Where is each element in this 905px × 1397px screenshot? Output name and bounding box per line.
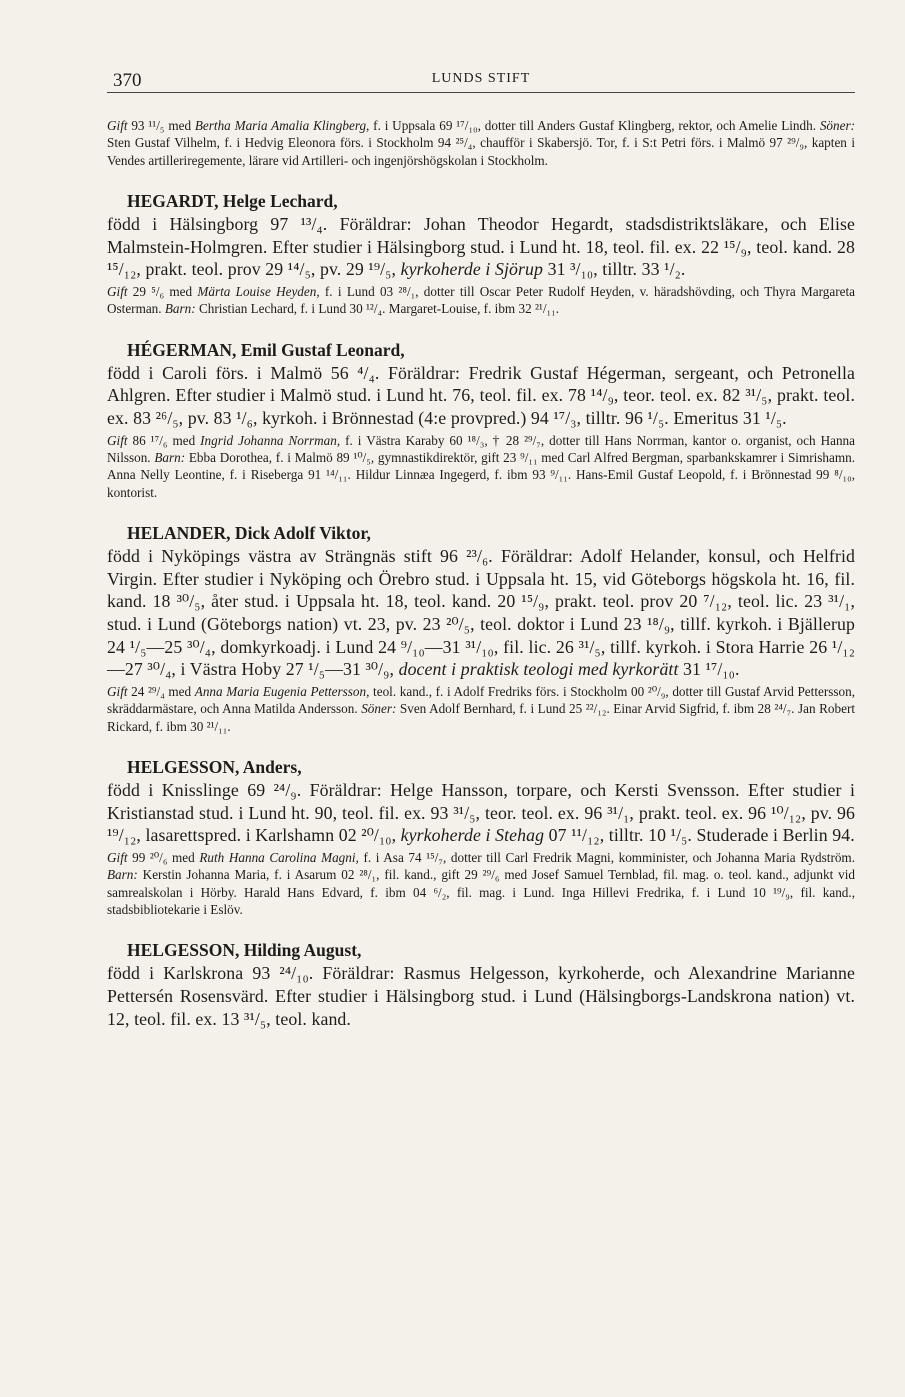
entry-family: Gift 99 ²⁰/₆ med Ruth Hanna Carolina Magni, f. i Asa 74 ¹⁵/₇, dotter till Carl Fredrik Magni, komminister, och Johanna Maria Rydström. Barn: Kerstin Johanna Maria, f. i Asarum 02 ²⁸/₁, fil. kand., gift 29 ²⁹/₆ med Josef Samuel Ternblad, fil. mag. o. teol. kand., adjunkt vid samrealskolan i Hörby. Harald Hans Edvard, f. ibm 04 ⁶/₂, fil. mag. i Lund. Inga Hillevi Fredrika, f. i Lund 10 ¹⁹/₉, fil. kand., stadsbibliotekarie i Eslöv. bbox=[107, 849, 855, 917]
page-number: 370 bbox=[113, 70, 142, 91]
running-title: LUNDS STIFT bbox=[431, 71, 531, 86]
entry-hegardt bbox=[107, 191, 855, 318]
entry-biography: född i Caroli förs. i Malmö 56 ⁴/₄. Föräldrar: Fredrik Gustaf Hégerman, sergeant, och Petronella Ahlgren. Efter studier i Malmö stud. i Lund ht. 76, teol. fil. ex. 78 ¹⁴/₉, teor. teol. ex. 82 ³¹/₅, prakt. teol. ex. 83 ²⁶/₅, pv. 83 ¹/₆, kyrkoh. i Brönnestad (4:e provpred.) 94 ¹⁷/₃, tilltr. 96 ¹/₅. Emeritus 31 ¹/₅. bbox=[107, 362, 855, 428]
entry-biography: född i Nyköpings västra av Strängnäs stift 96 ²³/₆. Föräldrar: Adolf Helander, konsul, och Helfrid Virgin. Efter studier i Nyköping och Örebro stud. i Uppsala ht. 15, vid Göteborgs högskola ht. 16, fil. kand. 18 ³⁰/₅, åter stud. i Uppsala ht. 18, teol. kand. 20 ¹⁵/₉, prakt. teol. prov 20 ⁷/₁₂, teol. lic. 23 ³¹/₁, stud. i Lund (Göteborgs nation) vt. 23, pv. 23 ²⁰/₅, teol. doktor i Lund 23 ¹⁸/₉, tillf. kyrkoh. i Bjällerup 24 ¹/₅—25 ³⁰/₄, domkyrkoadj. i Lund 24 ⁹/₁₀—31 ³¹/₁₀, fil. lic. 26 ³¹/₅, tillf. kyrkoh. i Stora Harrie 26 ¹/₁₂—27 ³⁰/₄, i Västra Hoby 27 ¹/₅—31 ³⁰/₉, docent i praktisk teologi med kyrkorätt 31 ¹⁷/₁₀. bbox=[107, 546, 855, 680]
entry-family: Gift 29 ⁵/₆ med Märta Louise Heyden, f. i Lund 03 ²⁸/₁, dotter till Oscar Peter Rudolf Heyden, v. häradshövding, och Thyra Margareta Osterman. Barn: Christian Lechard, f. i Lund 30 ¹²/₄. Margaret-Louise, f. ibm 32 ²¹/₁₁. bbox=[107, 284, 855, 317]
continuation-paragraph: Gift 93 ¹¹/₅ med Bertha Maria Amalia Klingberg, f. i Uppsala 69 ¹⁷/₁₀, dotter till Anders Gustaf Klingberg, rektor, och Amelie Lindh. Söner: Sten Gustaf Vilhelm, f. i Hedvig Eleonora förs. i Stockholm 94 ²⁵/₄, chaufför i Skabersjö. Tor, f. i S:t Petri förs. i Malmö 97 ²⁹/₉, kapten i Vendes artilleriregemente, lärare vid Artilleri- och ingenjörshögskolan i Stockholm. bbox=[107, 118, 855, 168]
entry-name: HÉGERMAN, Emil Gustaf Leonard, bbox=[127, 339, 405, 360]
entry-name: HELGESSON, Anders, bbox=[127, 757, 302, 777]
entry-helgesson-anders bbox=[107, 757, 855, 918]
entry-name: HELGESSON, Hilding August, bbox=[127, 940, 362, 961]
entry-biography: född i Knisslinge 69 ²⁴/₉. Föräldrar: Helge Hansson, torpare, och Kersti Svensson. Efter studier i Kristianstad stud. i Lund ht. 90, teol. fil. ex. 93 ³¹/₅, teor. teol. ex. 96 ³¹/₁, prakt. teol. ex. 96 ¹⁰/₁₂, pv. 96 ¹⁹/₁₂, lasarettspred. i Karlshamn 02 ²⁰/₁₀, kyrkoherde i Stehag 07 ¹¹/₁₂, tilltr. 10 ¹/₅. Studerade i Berlin 94. bbox=[107, 780, 855, 846]
entry-family: Gift 24 ²⁹/₄ med Anna Maria Eugenia Pettersson, teol. kand., f. i Adolf Fredriks förs. i Stockholm 00 ²⁰/₉, dotter till Gustaf Arvid Pettersson, skräddarmästare, och Anna Matilda Andersson. Söner: Sven Adolf Bernhard, f. i Lund 25 ²²/₁₂. Einar Arvid Sigfrid, f. ibm 28 ²⁴/₇. Jan Robert Rickard, f. ibm 30 ²¹/₁₁. bbox=[107, 683, 855, 734]
entry-name: HELANDER, Dick Adolf Viktor, bbox=[127, 523, 371, 544]
entry-biography: född i Hälsingborg 97 ¹³/₄. Föräldrar: Johan Theodor Hegardt, stadsdistriktsläkare, och Elise Malmstein-Holmgren. Efter studier i Hälsingborg stud. i Lund ht. 18, teol. fil. ex. 22 ¹⁵/₉, teol. kand. 28 ¹⁵/₁₂, prakt. teol. prov 29 ¹⁴/₅, pv. 29 ¹⁹/₅, kyrkoherde i Sjörup 31 ³/₁₀, tilltr. 33 ¹/₂. bbox=[107, 214, 855, 280]
entry-helgesson-hilding bbox=[107, 940, 855, 1030]
spouse-name: Bertha Maria Amalia Klingberg, bbox=[194, 118, 370, 133]
gift-label: Gift bbox=[107, 118, 128, 133]
entry-family: Gift 86 ¹⁷/₆ med Ingrid Johanna Norrman, f. i Västra Karaby 60 ¹⁸/₃, † 28 ²⁹/₇, dotter till Hans Norrman, kantor o. organist, och Hanna Nilsson. Barn: Ebba Dorothea, f. i Malmö 89 ¹⁰/₅, gymnastikdirektör, gift 23 ⁹/₁₁ med Carl Alfred Bergman, sparbankskamrer i Simrishamn. Anna Nelly Leontine, f. i Riseberga 91 ¹⁴/₁₁. Hildur Linnæa Ingegerd, f. ibm 93 ⁹/₁₁. Hans-Emil Gustaf Leopold, f. i Brönnestad 99 ⁸/₁₀, kontorist. bbox=[107, 432, 855, 500]
page bbox=[107, 66, 855, 1030]
entry-name: HEGARDT, Helge Lechard, bbox=[127, 191, 338, 212]
children-label: Söner: bbox=[819, 118, 855, 133]
entry-helander bbox=[107, 523, 855, 735]
entry-biography: född i Karlskrona 93 ²⁴/₁₀. Föräldrar: Rasmus Helgesson, kyrkoherde, och Alexandrine Marianne Pettersén Rosensvärd. Efter studier i Hälsingborg stud. i Lund (Hälsingborgs-Landskrona nation) vt. 12, teol. fil. ex. 13 ³¹/₅, teol. kand. bbox=[107, 963, 855, 1029]
page-header bbox=[107, 66, 855, 93]
entry-hegerman bbox=[107, 340, 855, 501]
